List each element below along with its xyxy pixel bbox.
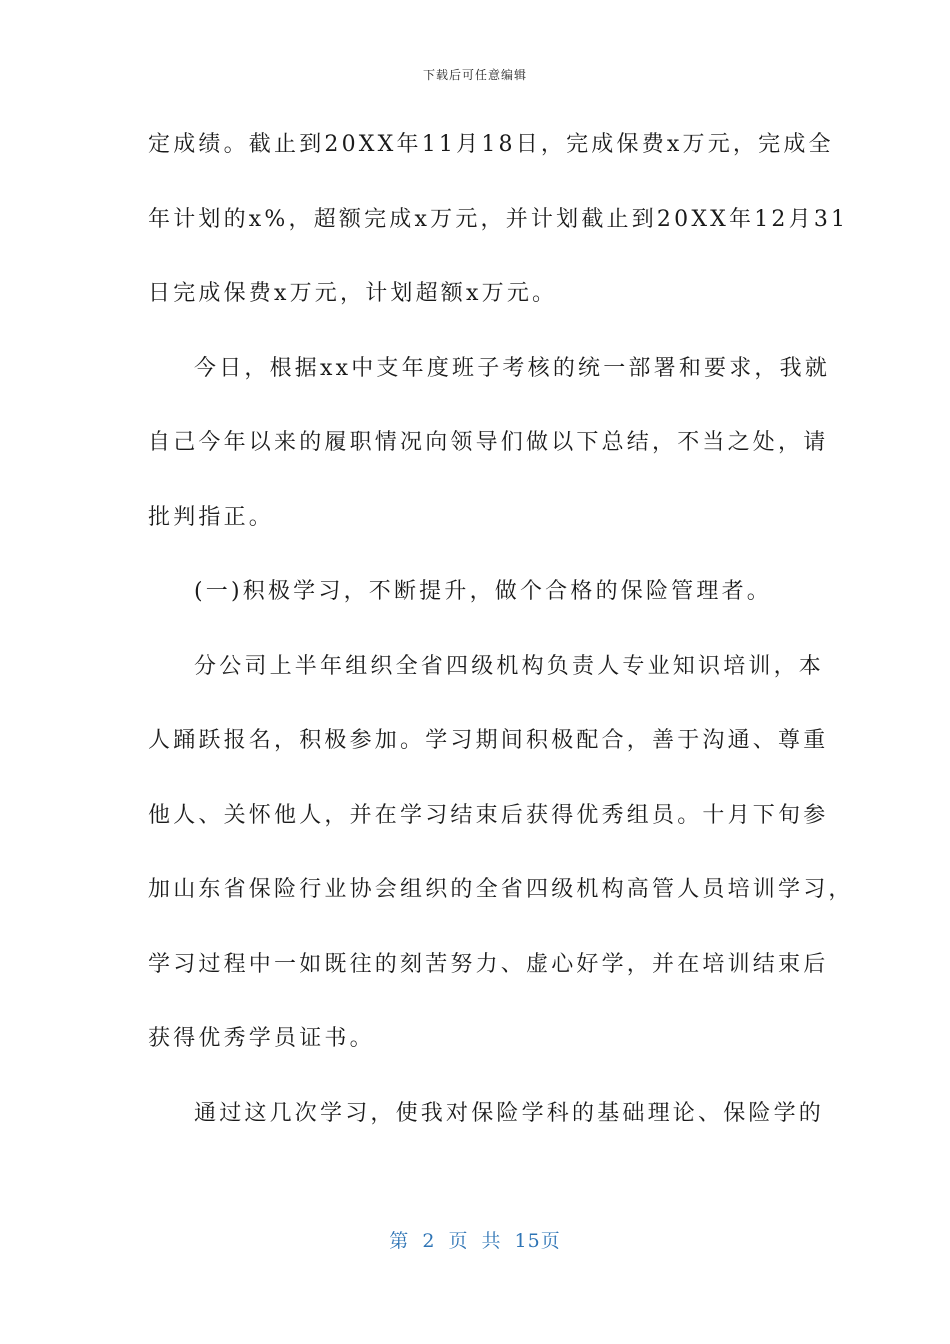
page-number-footer: 第 2 页 共 15页	[389, 1230, 561, 1252]
text-line: 人踊跃报名，积极参加。学习期间积极配合，善于沟通、尊重	[148, 728, 829, 753]
text-line: 自己今年以来的履职情况向领导们做以下总结，不当之处，请	[148, 430, 829, 455]
paragraph-first-line: 分公司上半年组织全省四级机构负责人专业知识培训，本	[194, 653, 825, 679]
document-body	[148, 122, 854, 1165]
text-line: 学习过程中一如既往的刻苦努力、虚心好学，并在培训结束后	[148, 951, 829, 977]
text-line: 加山东省保险行业协会组织的全省四级机构高管人员培训学习，	[148, 877, 854, 902]
page-header: 下载后可任意编辑	[422, 68, 527, 82]
paragraph-first-line: 通过这几次学习，使我对保险学科的基础理论、保险学的	[194, 1100, 825, 1126]
text-line: 他人、关怀他人，并在学习结束后获得优秀组员。十月下旬参	[148, 802, 829, 828]
paragraph-first-line: 今日，根据xx中支年度班子考核的统一部署和要求，我就	[194, 355, 831, 381]
text-line: 定成绩。截止到20XX年11月18日，完成保费x万元，完成全	[148, 132, 834, 157]
text-line: 批判指正。	[148, 504, 275, 530]
text-line: 获得优秀学员证书。	[148, 1026, 375, 1051]
section-heading: (一)积极学习，不断提升，做个合格的保险管理者。	[194, 579, 772, 604]
text-line: 年计划的x%，超额完成x万元，并计划截止到20XX年12月31	[148, 206, 849, 232]
text-line: 日完成保费x万元，计划超额x万元。	[148, 281, 558, 306]
